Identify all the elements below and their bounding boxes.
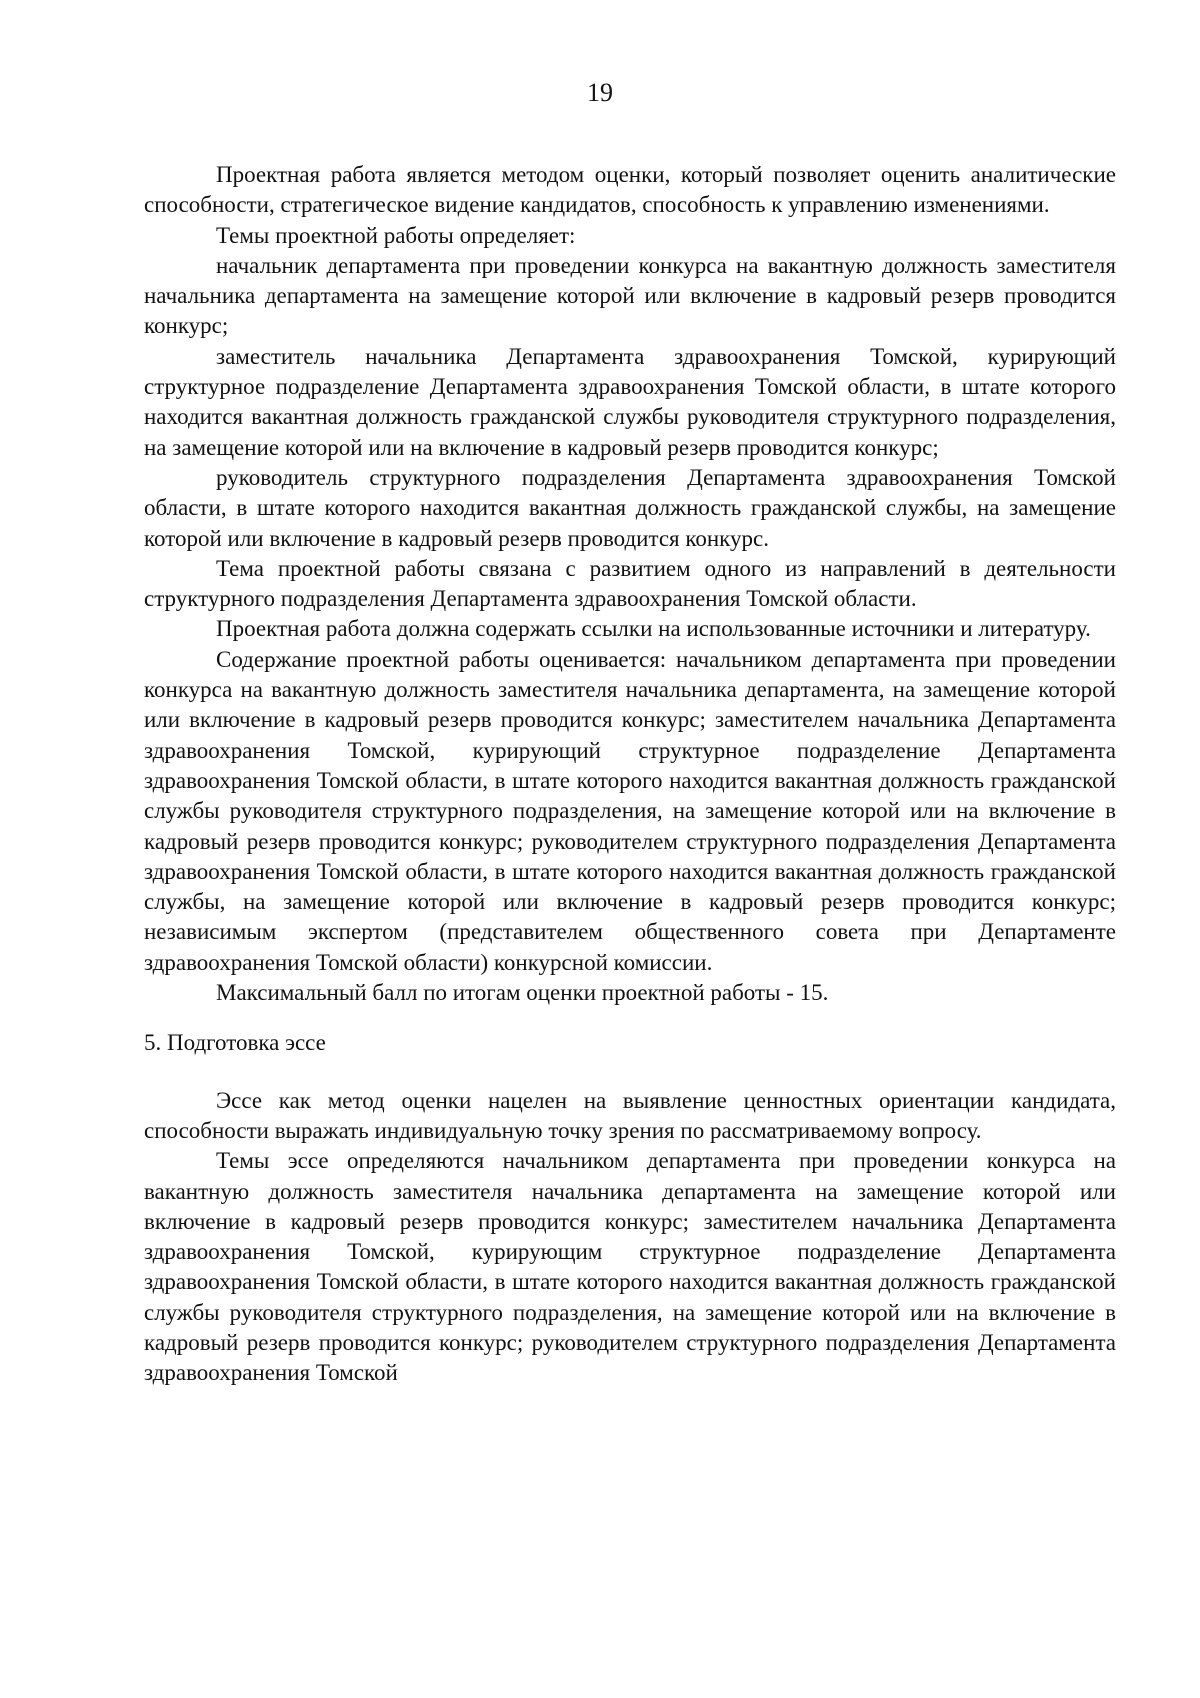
document-body [144,160,1116,1389]
paragraph: Темы эссе определяются начальником департамента при проведении конкурса на вакантную должность заместителя начальника департамента на замещение которой или включение в кадровый резерв проводится конкурс; заместителем начальника Департамента здравоохранения Томской, курирующим структурное подразделение Департамента здравоохранения Томской области, в штате которого находится вакантная должность гражданской службы руководителя структурного подразделения, на замещение которой или на включение в кадровый резерв проводится конкурс; руководителем структурного подразделения Департамента здравоохранения Томской [144,1148,1116,1386]
paragraph: Максимальный балл по итогам оценки проектной работы - 15. [216,980,829,1006]
paragraph: Проектная работа должна содержать ссылки на использованные источники и литературу. [216,616,1091,642]
paragraph: Темы проектной работы определяет: [216,222,576,248]
page-number: 19 [587,78,613,107]
paragraph: руководитель структурного подразделения Департамента здравоохранения Томской области, в штате которого находится вакантная должность гражданской службы, на замещение которой или включение в кадровый резерв проводится конкурс. [144,464,1116,551]
paragraph: Эссе как метод оценки нацелен на выявление ценностных ориентации кандидата, способности выражать индивидуальную точку зрения по рассматриваемому вопросу. [144,1087,1116,1143]
paragraph: начальник департамента при проведении конкурса на вакантную должность заместителя начальника департамента на замещение которой или включение в кадровый резерв проводится конкурс; [144,252,1116,339]
paragraph: Тема проектной работы связана с развитием одного из направлений в деятельности структурного подразделения Департамента здравоохранения Томской области. [144,555,1116,612]
paragraph: Проектная работа является методом оценки, который позволяет оценить аналитические способности, стратегическое видение кандидатов, способность к управлению изменениями. [144,162,1116,218]
paragraph: Содержание проектной работы оценивается: начальником департамента при проведении конкурса на вакантную должность заместителя начальника департамента, на замещение которой или включение в кадровый резерв проводится конкурс; заместителем начальника Департамента здравоохранения Томской, курирующий структурное подразделение Департамента здравоохранения Томской области, в штате которого находится вакантная должность гражданской службы руководителя структурного подразделения, на замещение которой или на включение в кадровый резерв проводится конкурс; руководителем структурного подразделения Департамента здравоохранения Томской области, в штате которого находится вакантная должность гражданской службы, на замещение которой или включение в кадровый резерв проводится конкурс; независимым экспертом (представителем общественного совета при Департаменте здравоохранения Томской области) конкурсной комиссии. [144,646,1116,975]
section-heading: 5. Подготовка эссе [144,1030,326,1056]
paragraph: заместитель начальника Департамента здравоохранения Томской, курирующий структурное подразделение Департамента здравоохранения Томской области, в штате которого находится вакантная должность гражданской службы руководителя структурного подразделения, на замещение которой или на включение в кадровый резерв проводится конкурс; [144,343,1116,460]
